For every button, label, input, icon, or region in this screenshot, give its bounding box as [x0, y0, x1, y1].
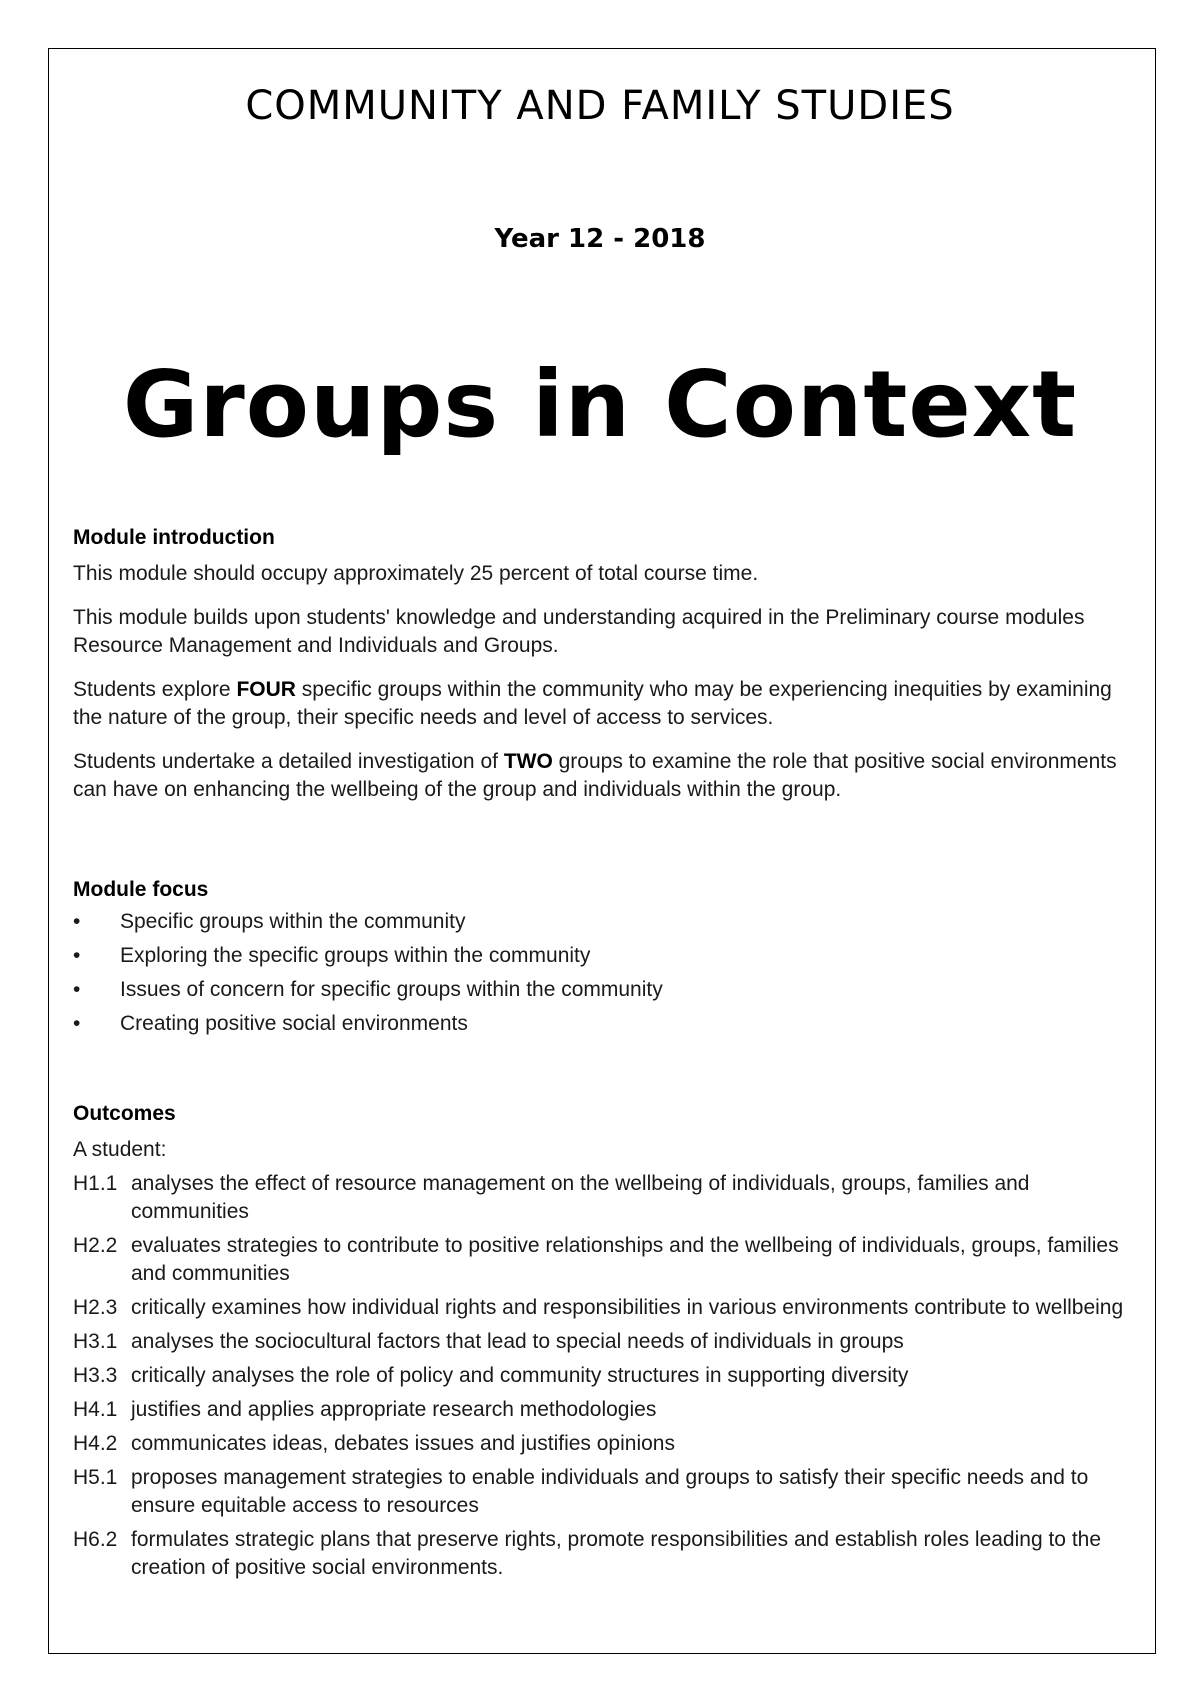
paragraph-text: specific groups within the community who may be experiencing inequities by examining the nature of the group, their specific needs and level of access to services.	[73, 678, 1112, 729]
bullet-icon: •	[73, 978, 81, 1001]
list-item-text: Creating positive social environments	[120, 1012, 468, 1035]
paragraph-text: Students explore	[73, 678, 237, 701]
outcome-text: critically analyses the role of policy and community structures in supporting diversity	[131, 1364, 909, 1387]
outcome-code: H5.1	[73, 1466, 118, 1489]
outcome-text: analyses the sociocultural factors that lead to special needs of individuals in groups	[131, 1330, 904, 1353]
list-item	[73, 908, 1133, 942]
introduction-paragraph	[73, 676, 1133, 732]
outcome-item	[73, 1362, 1133, 1390]
outcome-code: H2.2	[73, 1234, 118, 1257]
paragraph-text: Students undertake a detailed investigation of	[73, 750, 504, 773]
module-content	[73, 524, 1133, 1588]
outcome-item	[73, 1526, 1133, 1582]
bullet-icon: •	[73, 1012, 81, 1035]
list-item	[73, 976, 1133, 1010]
outcomes-heading: Outcomes	[73, 1102, 176, 1125]
outcome-code: H3.3	[73, 1364, 118, 1387]
list-item	[73, 1010, 1133, 1044]
outcome-text: critically examines how individual rights and responsibilities in various environments contribute to wellbeing	[131, 1296, 1124, 1319]
bullet-icon: •	[73, 944, 81, 967]
focus-heading: Module focus	[73, 878, 209, 901]
outcome-text: justifies and applies appropriate research methodologies	[131, 1398, 657, 1421]
module-title: Groups in Context	[122, 351, 1078, 458]
outcome-text: analyses the effect of resource management on the wellbeing of individuals, groups, families and communities	[131, 1172, 1030, 1223]
outcome-code: H4.1	[73, 1398, 118, 1421]
outcome-code: H6.2	[73, 1528, 118, 1551]
outcome-code: H4.2	[73, 1432, 118, 1455]
emphasis-text: TWO	[503, 750, 553, 773]
outcome-item	[73, 1294, 1133, 1322]
introduction-paragraph: This module should occupy approximately 25 percent of total course time.	[73, 562, 759, 585]
section-spacer	[73, 820, 1133, 876]
outcome-item	[73, 1430, 1133, 1458]
list-item	[73, 942, 1133, 976]
year-label: Year 12 - 2018	[494, 224, 706, 254]
outcome-code: H1.1	[73, 1172, 118, 1195]
outcome-item	[73, 1328, 1133, 1356]
outcome-item	[73, 1232, 1133, 1288]
outcome-code: H3.1	[73, 1330, 118, 1353]
outcome-code: H2.3	[73, 1296, 118, 1319]
outcome-item	[73, 1396, 1133, 1424]
list-item-text: Exploring the specific groups within the community	[120, 944, 591, 967]
introduction-heading: Module introduction	[73, 526, 275, 549]
bullet-icon: •	[73, 910, 81, 933]
outcomes-intro: A student:	[73, 1138, 167, 1161]
course-title: COMMUNITY AND FAMILY STUDIES	[245, 83, 955, 129]
outcome-text: proposes management strategies to enable individuals and groups to satisfy their specific needs and to ensure equitable access to resources	[131, 1466, 1089, 1517]
outcome-item	[73, 1170, 1133, 1226]
outcome-item	[73, 1464, 1133, 1520]
introduction-paragraph	[73, 748, 1133, 804]
list-item-text: Issues of concern for specific groups within the community	[120, 978, 663, 1001]
outcome-text: communicates ideas, debates issues and justifies opinions	[131, 1432, 675, 1455]
emphasis-text: FOUR	[236, 678, 296, 701]
introduction-paragraph: This module builds upon students' knowledge and understanding acquired in the Preliminary course modules Resource Management and Individuals and Groups.	[73, 606, 1085, 657]
focus-list	[73, 908, 1133, 1044]
outcome-text: evaluates strategies to contribute to positive relationships and the wellbeing of individuals, groups, families and communities	[131, 1234, 1119, 1285]
list-item-text: Specific groups within the community	[120, 910, 466, 933]
paragraph-text: groups to examine the role that positive social environments can have on enhancing the wellbeing of the group and individuals within the group.	[73, 750, 1117, 801]
section-spacer	[73, 1044, 1133, 1100]
outcome-text: formulates strategic plans that preserve rights, promote responsibilities and establish roles leading to the creation of positive social environments.	[131, 1528, 1102, 1579]
